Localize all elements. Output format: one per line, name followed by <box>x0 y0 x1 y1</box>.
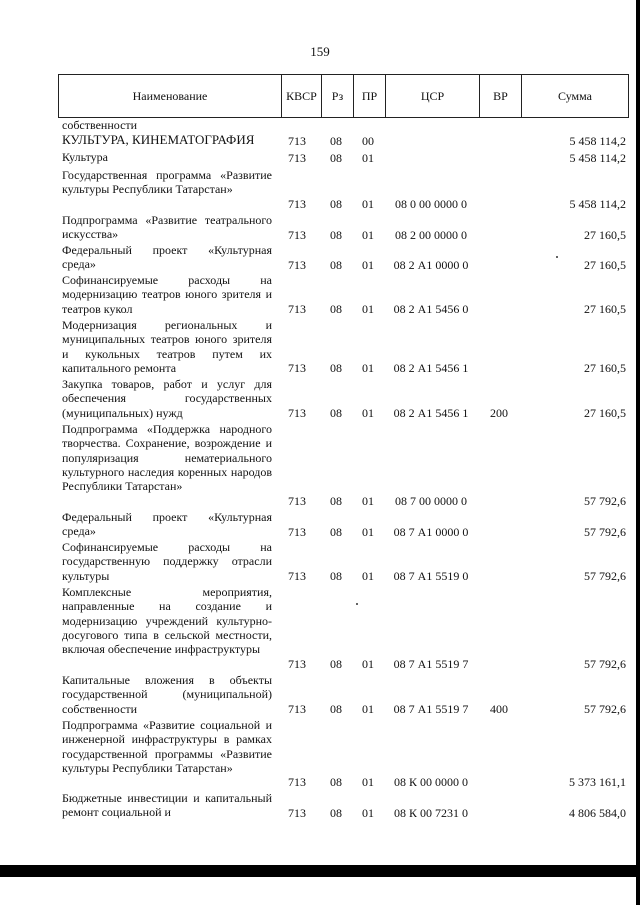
row-pr: 01 <box>362 301 374 316</box>
row-kvsr: 713 <box>288 493 306 508</box>
row-rz: 08 <box>330 196 342 211</box>
row-rz: 08 <box>330 493 342 508</box>
row-rz: 08 <box>330 701 342 716</box>
row-rz: 08 <box>330 360 342 375</box>
row-rz: 08 <box>330 227 342 242</box>
row-sum: 57 792,6 <box>584 524 626 539</box>
row-pr: 01 <box>362 196 374 211</box>
row-csr: 08 К 00 7231 0 <box>393 805 468 820</box>
table-header <box>58 74 629 118</box>
row-csr: 08 2 А1 0000 0 <box>393 257 469 272</box>
row-csr: 08 2 00 0000 0 <box>395 227 467 242</box>
row-rz: 08 <box>330 133 342 148</box>
row-rz: 08 <box>330 774 342 789</box>
row-name: Капитальные вложения в объекты государственной (муниципальной) собственности <box>62 673 272 716</box>
row-pr: 01 <box>362 568 374 583</box>
row-pr: 01 <box>362 493 374 508</box>
row-kvsr: 713 <box>288 227 306 242</box>
row-sum: 4 806 584,0 <box>569 805 626 820</box>
header-sum: Сумма <box>521 75 628 117</box>
row-pr: 01 <box>362 360 374 375</box>
row-sum: 57 792,6 <box>584 656 626 671</box>
row-kvsr: 713 <box>288 524 306 539</box>
row-pr: 01 <box>362 701 374 716</box>
row-pr: 01 <box>362 150 374 165</box>
row-kvsr: 713 <box>288 805 306 820</box>
row-name: Бюджетные инвестиции и капитальный ремонт социальной и <box>62 791 272 820</box>
row-sum: 5 373 161,1 <box>569 774 626 789</box>
row-csr: 08 0 00 0000 0 <box>395 196 467 211</box>
row-rz: 08 <box>330 568 342 583</box>
row-csr: 08 К 00 0000 0 <box>393 774 468 789</box>
table-row <box>58 510 629 539</box>
row-vr: 200 <box>490 405 508 420</box>
row-name: Подпрограмма «Развитие социальной и инженерной инфраструктуры в рамках государственной программы «Развитие культуры Республики Татарстан» <box>62 718 272 775</box>
row-kvsr: 713 <box>288 301 306 316</box>
row-sum: 5 458 114,2 <box>569 150 626 165</box>
table-row <box>58 318 629 375</box>
row-name: Государственная программа «Развитие культуры Республики Татарстан» <box>62 168 272 197</box>
row-name: собственности <box>62 118 138 132</box>
row-sum: 27 160,5 <box>584 405 626 420</box>
row-kvsr: 713 <box>288 405 306 420</box>
scan-speck <box>556 256 558 258</box>
row-name: КУЛЬТУРА, КИНЕМАТОГРАФИЯ <box>62 132 255 147</box>
row-sum: 27 160,5 <box>584 257 626 272</box>
row-pr: 00 <box>362 133 374 148</box>
row-name: Софинансируемые расходы на государственную поддержку отрасли культуры <box>62 540 272 583</box>
row-kvsr: 713 <box>288 360 306 375</box>
table-row <box>58 540 629 583</box>
table-row <box>58 118 629 132</box>
row-kvsr: 713 <box>288 701 306 716</box>
row-sum: 5 458 114,2 <box>569 133 626 148</box>
header-pr: ПР <box>353 75 385 117</box>
scan-speck <box>356 603 358 605</box>
row-sum: 57 792,6 <box>584 701 626 716</box>
table-row <box>58 213 629 242</box>
row-rz: 08 <box>330 805 342 820</box>
row-name: Софинансируемые расходы на модернизацию театров юного зрителя и театров кукол <box>62 273 272 316</box>
row-sum: 27 160,5 <box>584 227 626 242</box>
row-csr: 08 7 00 0000 0 <box>395 493 467 508</box>
row-sum: 57 792,6 <box>584 568 626 583</box>
table-row <box>58 150 629 165</box>
row-kvsr: 713 <box>288 568 306 583</box>
row-sum: 27 160,5 <box>584 301 626 316</box>
row-pr: 01 <box>362 524 374 539</box>
row-pr: 01 <box>362 656 374 671</box>
row-kvsr: 713 <box>288 196 306 211</box>
page-number: 159 <box>310 44 330 59</box>
row-sum: 5 458 114,2 <box>569 196 626 211</box>
table-row <box>58 585 629 671</box>
row-rz: 08 <box>330 656 342 671</box>
row-name: Комплексные мероприятия, направленные на создание и модернизацию учреждений культурно-досугового типа в сельской местности, включая обеспечение инфраструктуры <box>62 585 272 657</box>
row-sum: 57 792,6 <box>584 493 626 508</box>
row-pr: 01 <box>362 405 374 420</box>
row-kvsr: 713 <box>288 656 306 671</box>
row-csr: 08 7 А1 5519 7 <box>393 656 469 671</box>
row-rz: 08 <box>330 524 342 539</box>
row-csr: 08 7 А1 0000 0 <box>393 524 469 539</box>
row-csr: 08 2 А1 5456 1 <box>393 405 469 420</box>
header-csr: ЦСР <box>385 75 479 117</box>
row-kvsr: 713 <box>288 133 306 148</box>
table-row <box>58 243 629 272</box>
row-rz: 08 <box>330 257 342 272</box>
table-row <box>58 273 629 316</box>
row-kvsr: 713 <box>288 257 306 272</box>
header-name: Наименование <box>132 88 208 103</box>
row-name: Модернизация региональных и муниципальных театров юного зрителя и кукольных театров путем их капитального ремонта <box>62 318 272 375</box>
table-row <box>58 791 629 820</box>
row-name: Подпрограмма «Развитие театрального искусства» <box>62 213 272 242</box>
row-csr: 08 2 А1 5456 1 <box>393 360 469 375</box>
header-kvsr: КВСР <box>281 75 321 117</box>
row-name: Подпрограмма «Поддержка народного творчества. Сохранение, возрождение и популяризация нематериального культурного наследия коренных народов Республики Татарстан» <box>62 422 272 494</box>
scan-edge-bottom <box>0 865 640 877</box>
table-row <box>58 377 629 420</box>
row-name: Федеральный проект «Культурная среда» <box>62 510 272 539</box>
row-csr: 08 7 А1 5519 0 <box>393 568 469 583</box>
table-row <box>58 133 629 148</box>
row-rz: 08 <box>330 150 342 165</box>
row-rz: 08 <box>330 301 342 316</box>
table-row <box>58 673 629 716</box>
header-rz: Рз <box>321 75 353 117</box>
row-csr: 08 2 А1 5456 0 <box>393 301 469 316</box>
row-name: Закупка товаров, работ и услуг для обеспечения государственных (муниципальных) нужд <box>62 377 272 420</box>
row-kvsr: 713 <box>288 150 306 165</box>
row-pr: 01 <box>362 774 374 789</box>
row-pr: 01 <box>362 805 374 820</box>
row-pr: 01 <box>362 227 374 242</box>
row-rz: 08 <box>330 405 342 420</box>
table-row <box>58 168 629 211</box>
row-vr: 400 <box>490 701 508 716</box>
scan-edge-right <box>636 0 640 905</box>
row-sum: 27 160,5 <box>584 360 626 375</box>
row-kvsr: 713 <box>288 774 306 789</box>
table-row <box>58 422 629 508</box>
row-name: Федеральный проект «Культурная среда» <box>62 243 272 272</box>
row-pr: 01 <box>362 257 374 272</box>
row-name: Культура <box>62 150 108 164</box>
row-csr: 08 7 А1 5519 7 <box>393 701 469 716</box>
header-vr: ВР <box>479 75 521 117</box>
table-row <box>58 718 629 789</box>
